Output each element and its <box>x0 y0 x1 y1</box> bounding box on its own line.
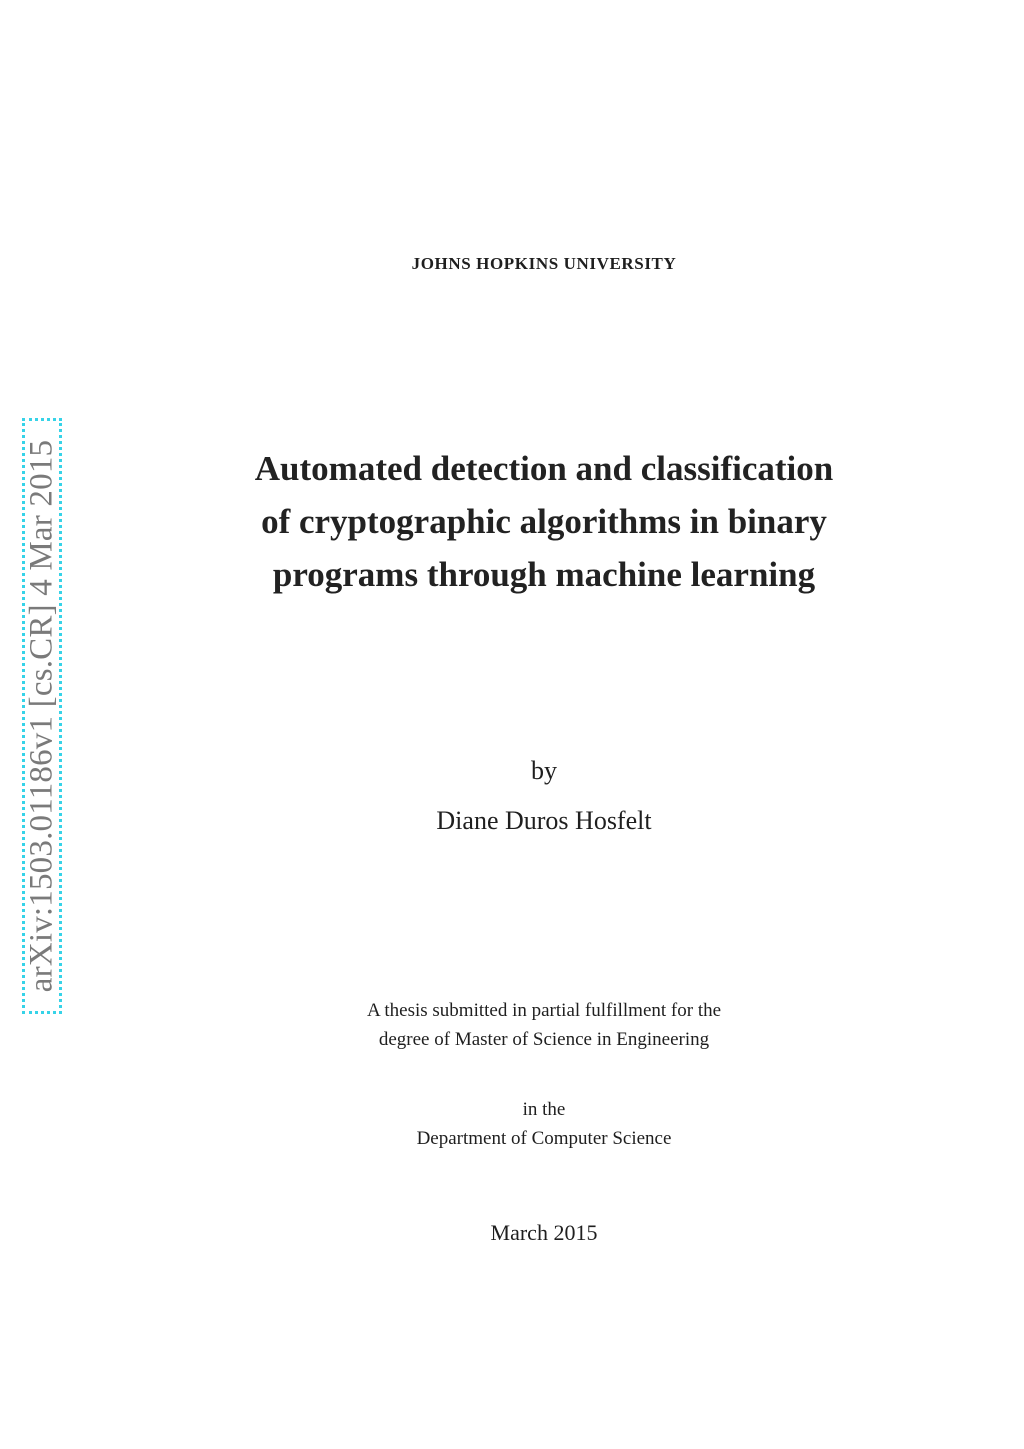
thesis-title <box>200 442 888 601</box>
department-prefix: in the <box>522 1099 566 1120</box>
arxiv-identifier[interactable]: arXiv:1503.01186v1 [cs.CR] 4 Mar 2015 <box>23 439 60 993</box>
arxiv-stamp[interactable] <box>22 418 62 1014</box>
department-block <box>200 1095 888 1153</box>
department-name: Department of Computer Science <box>416 1128 672 1149</box>
submission-date: March 2015 <box>490 1220 598 1245</box>
university-name: JOHNS HOPKINS UNIVERSITY <box>411 254 677 273</box>
by-label: by <box>531 756 557 785</box>
author-name: Diane Duros Hosfelt <box>436 806 652 835</box>
title-line: programs through machine learning <box>272 555 816 594</box>
title-line: of cryptographic algorithms in binary <box>261 502 827 541</box>
statement-line: A thesis submitted in partial fulfillment for the <box>366 1000 722 1021</box>
statement-line: degree of Master of Science in Engineering <box>378 1029 710 1050</box>
degree-statement <box>200 996 888 1054</box>
title-line: Automated detection and classification <box>254 449 834 488</box>
